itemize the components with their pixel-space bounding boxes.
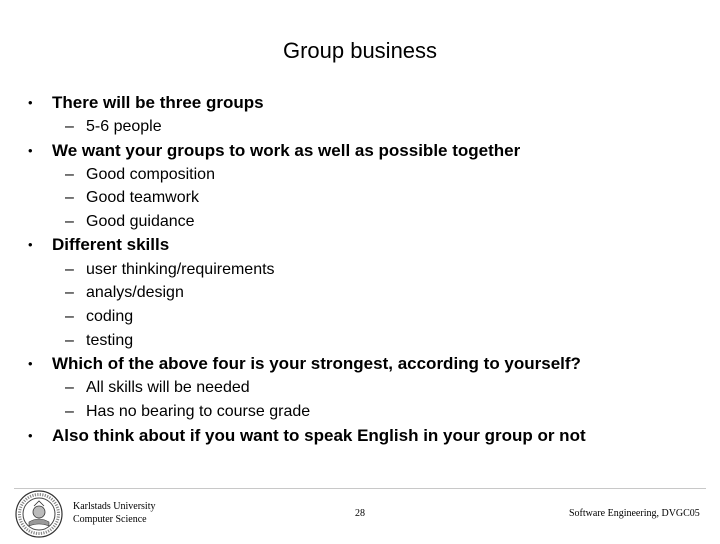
bullet-item: Different skills bbox=[52, 235, 170, 254]
sub-bullet-item: testing bbox=[86, 332, 134, 349]
sub-bullet-item: All skills will be needed bbox=[86, 379, 250, 396]
sub-bullet-item: coding bbox=[86, 308, 134, 325]
sub-bullet-item: analys/design bbox=[86, 284, 184, 301]
bullet-item: Which of the above four is your strongest, according to yourself? bbox=[52, 354, 581, 373]
dash-marker: – bbox=[65, 118, 74, 135]
dash-marker: – bbox=[65, 189, 74, 206]
bullet-item: Also think about if you want to speak English in your group or not bbox=[52, 426, 586, 445]
sub-bullet-item: Good teamwork bbox=[86, 189, 199, 206]
dash-marker: – bbox=[65, 379, 74, 396]
university-seal-icon bbox=[13, 489, 65, 539]
page-number: 28 bbox=[355, 508, 365, 519]
bullet-item: We want your groups to work as well as possible together bbox=[52, 141, 521, 160]
bullet-marker: • bbox=[28, 428, 33, 443]
dash-marker: – bbox=[65, 308, 74, 325]
sub-bullet-item: Good composition bbox=[86, 166, 215, 183]
sub-bullet-item: Has no bearing to course grade bbox=[86, 403, 311, 420]
dash-marker: – bbox=[65, 166, 74, 183]
bullet-marker: • bbox=[28, 237, 33, 252]
footer-course-code: Software Engineering, DVGC05 bbox=[569, 508, 700, 519]
footer-university-name: Karlstads University bbox=[73, 501, 156, 512]
dash-marker: – bbox=[65, 284, 74, 301]
bullet-marker: • bbox=[28, 356, 33, 371]
dash-marker: – bbox=[65, 213, 74, 230]
sub-bullet-item: 5-6 people bbox=[86, 118, 162, 135]
dash-marker: – bbox=[65, 403, 74, 420]
footer-department: Computer Science bbox=[73, 514, 147, 525]
bullet-marker: • bbox=[28, 143, 33, 158]
slide-title: Group business bbox=[282, 38, 438, 63]
dash-marker: – bbox=[65, 332, 74, 349]
bullet-marker: • bbox=[28, 95, 33, 110]
sub-bullet-item: Good guidance bbox=[86, 213, 195, 230]
dash-marker: – bbox=[65, 261, 74, 278]
bullet-item: There will be three groups bbox=[52, 93, 264, 112]
sub-bullet-item: user thinking/requirements bbox=[86, 261, 275, 278]
footer-divider bbox=[14, 488, 706, 489]
